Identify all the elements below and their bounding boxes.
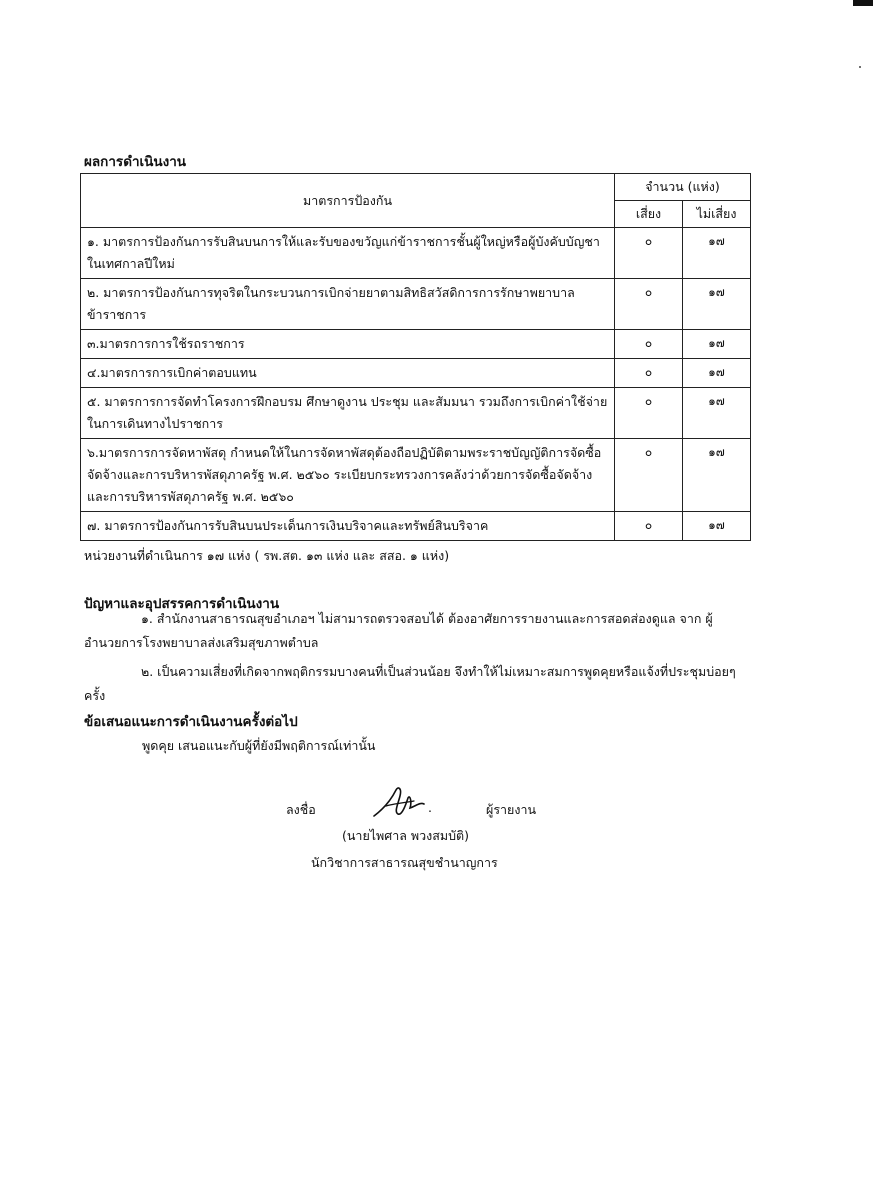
norisk-count: ๑๗ bbox=[683, 388, 751, 439]
table-row bbox=[81, 388, 751, 439]
measure-text: ๔.มาตรการการเบิกค่าตอบแทน bbox=[81, 359, 615, 388]
table-row bbox=[81, 228, 751, 279]
table-row bbox=[81, 359, 751, 388]
signer-name: (นายไพศาล พวงสมบัติ) bbox=[342, 828, 470, 843]
header-count: จำนวน (แห่ง) bbox=[615, 174, 751, 201]
sign-dot: . bbox=[428, 800, 432, 815]
risk-count: ๐ bbox=[615, 439, 683, 512]
table-row bbox=[81, 512, 751, 541]
suggestions-text: พูดคุย เสนอแนะกับผู้ที่ยังมีพฤติการณ์เท่านั้น bbox=[142, 738, 376, 753]
results-heading: ผลการดำเนินงาน bbox=[84, 154, 187, 170]
problem-item-1-text: ๑. สำนักงานสาธารณสุขอำเภอฯ ไม่สามารถตรวจสอบได้ ต้องอาศัยการรายงานและการสอดส่องดูแล จาก ผู้อำนวยการโรงพยาบาลส่งเสริมสุขภาพตำบล bbox=[84, 611, 713, 650]
norisk-count: ๑๗ bbox=[683, 330, 751, 359]
norisk-count: ๑๗ bbox=[683, 279, 751, 330]
header-measure: มาตรการป้องกัน bbox=[81, 174, 615, 228]
norisk-count: ๑๗ bbox=[683, 512, 751, 541]
scan-edge-mark bbox=[853, 0, 873, 6]
problem-item-1 bbox=[84, 607, 744, 655]
measure-text: ๒. มาตรการป้องกันการทุจริตในกระบวนการเบิกจ่ายยาตามสิทธิสวัสดิการการรักษาพยาบาลข้าราชการ bbox=[81, 279, 615, 330]
risk-count: ๐ bbox=[615, 228, 683, 279]
problem-item-2 bbox=[84, 660, 744, 708]
header-norisk: ไม่เสี่ยง bbox=[683, 201, 751, 228]
risk-count: ๐ bbox=[615, 279, 683, 330]
units-note: หน่วยงานที่ดำเนินการ ๑๗ แห่ง ( รพ.สต. ๑๓ แห่ง และ สสอ. ๑ แห่ง) bbox=[84, 548, 450, 563]
risk-count: ๐ bbox=[615, 330, 683, 359]
norisk-count: ๑๗ bbox=[683, 228, 751, 279]
measures-table bbox=[80, 173, 751, 541]
norisk-count: ๑๗ bbox=[683, 359, 751, 388]
sign-label: ลงชื่อ bbox=[286, 802, 316, 817]
table-row bbox=[81, 439, 751, 512]
measure-text: ๓.มาตรการการใช้รถราชการ bbox=[81, 330, 615, 359]
norisk-count: ๑๗ bbox=[683, 439, 751, 512]
risk-count: ๐ bbox=[615, 388, 683, 439]
risk-count: ๐ bbox=[615, 359, 683, 388]
table-row bbox=[81, 279, 751, 330]
measure-text: ๖.มาตรการการจัดหาพัสดุ กำหนดให้ในการจัดหาพัสดุต้องถือปฏิบัติตามพระราชบัญญัติการจัดซื้อจัดจ้างและการบริหารพัสดุภาครัฐ พ.ศ. ๒๕๖๐ ระเบียบกระทรวงการคลังว่าด้วยการจัดซื้อจัดจ้างและการบริหารพัสดุภาครัฐ พ.ศ. ๒๕๖๐ bbox=[81, 439, 615, 512]
signature-scribble bbox=[372, 784, 428, 820]
measure-text: ๗. มาตรการป้องกันการรับสินบนประเด็นการเงินบริจาคและทรัพย์สินบริจาค bbox=[81, 512, 615, 541]
reporter-label: ผู้รายงาน bbox=[486, 802, 537, 817]
measure-text: ๕. มาตรการการจัดทำโครงการฝึกอบรม ศึกษาดูงาน ประชุม และสัมมนา รวมถึงการเบิกค่าใช้จ่ายในการเดินทางไปราชการ bbox=[81, 388, 615, 439]
measure-text: ๑. มาตรการป้องกันการรับสินบนการให้และรับของขวัญแก่ข้าราชการชั้นผู้ใหญ่หรือผู้บังคับบัญชาในเทศกาลปีใหม่ bbox=[81, 228, 615, 279]
table-row bbox=[81, 330, 751, 359]
scan-speck bbox=[859, 66, 861, 68]
signer-position: นักวิชาการสาธารณสุขชำนาญการ bbox=[311, 855, 498, 870]
problems-heading: ปัญหาและอุปสรรคการดำเนินงาน bbox=[84, 596, 280, 612]
suggestions-heading: ข้อเสนอแนะการดำเนินงานครั้งต่อไป bbox=[84, 714, 298, 730]
risk-count: ๐ bbox=[615, 512, 683, 541]
header-risk: เสี่ยง bbox=[615, 201, 683, 228]
problem-item-2-text: ๒. เป็นความเสี่ยงที่เกิดจากพฤติกรรมบางคนที่เป็นส่วนน้อย จึงทำให้ไม่เหมาะสมการพูดคุยหรือแจ้งที่ประชุมบ่อยๆครั้ง bbox=[84, 664, 736, 703]
